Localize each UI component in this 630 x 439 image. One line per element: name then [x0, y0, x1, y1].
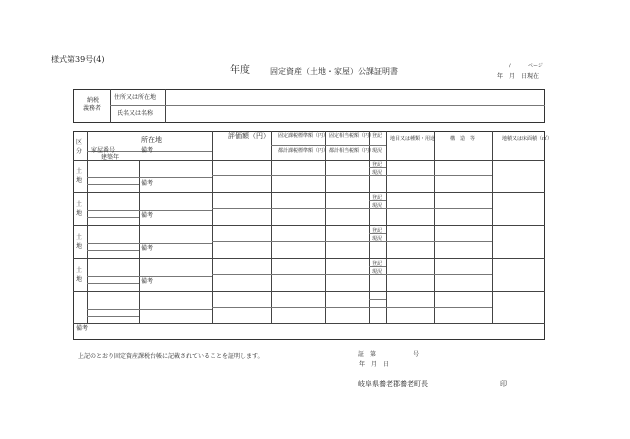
as-of-date: 年 月 日現在	[497, 73, 540, 80]
document-title: 固定資産（土地・家屋）公課証明書	[270, 67, 398, 76]
house-number-header: 家屋番号	[91, 147, 116, 154]
land-label-2a: 土	[76, 201, 83, 208]
page-label: ページ	[528, 63, 543, 69]
remarks-3: 備考	[141, 245, 154, 252]
current-1: 現況	[372, 170, 383, 176]
registered-1: 登記	[372, 162, 383, 168]
table-remarks-label: 備考	[76, 325, 89, 332]
fiscal-year-label: 年度	[230, 65, 250, 76]
fixed-tax-amount-header: 固定相当税額（円）	[329, 133, 375, 139]
land-label-2b: 地	[76, 210, 83, 217]
city-tax-base-header: 都計課税標準額（円）	[278, 148, 329, 154]
building-year-header: 建築年	[101, 154, 120, 161]
remarks-2: 備考	[141, 212, 154, 219]
land-label-1b: 地	[76, 177, 83, 184]
land-label-3a: 土	[76, 234, 83, 241]
registry-header-1: 登記	[372, 133, 383, 139]
issuer-name: 岐阜県養老郡養老町長	[358, 380, 428, 388]
assessed-value-header: 評価額（円）	[228, 132, 270, 140]
taxpayer-label-2: 義務者	[83, 105, 102, 112]
land-label-4b: 地	[76, 276, 83, 283]
registry-header-2: 現況	[372, 148, 383, 154]
current-2: 現況	[372, 203, 383, 209]
certification-text: 上記のとおり固定資産課税台帳に記載されていることを証明します。	[78, 353, 264, 360]
kubun-label-2: 分	[76, 148, 83, 155]
issue-number-suffix: 号	[413, 351, 420, 358]
land-label-1a: 土	[76, 168, 83, 175]
fixed-tax-base-header: 固定課税標準額（円）	[278, 133, 329, 139]
remarks-4: 備考	[141, 278, 154, 285]
address-label: 住所又は所在地	[114, 94, 157, 101]
registered-3: 登記	[372, 228, 383, 234]
city-tax-amount-header: 都計相当税額（円）	[329, 148, 375, 154]
registered-4: 登記	[372, 261, 383, 267]
remarks-1: 備考	[141, 180, 154, 187]
area-header: 地積又は床面積（㎡）	[502, 136, 553, 142]
land-label-3b: 地	[76, 243, 83, 250]
issue-number-prefix: 証 第	[358, 351, 377, 358]
form-number: 様式第39号(4)	[51, 55, 105, 64]
seal-mark: 印	[500, 380, 507, 388]
issue-date: 年 月 日	[359, 361, 390, 368]
page-slash: /	[509, 63, 511, 69]
kubun-label-1: 区	[76, 139, 83, 146]
location-header: 所在地	[141, 136, 162, 144]
name-label: 氏名又は名称	[117, 110, 154, 117]
current-3: 現況	[372, 236, 383, 242]
land-label-4a: 土	[76, 267, 83, 274]
structure-header: 構 造 等	[450, 136, 476, 142]
registered-2: 登記	[372, 195, 383, 201]
taxpayer-label-1: 納税	[87, 97, 100, 104]
current-4: 現況	[372, 269, 383, 275]
category-usage-header: 地目又は種類・用途	[390, 136, 436, 142]
remarks-header: 備考	[141, 147, 154, 154]
